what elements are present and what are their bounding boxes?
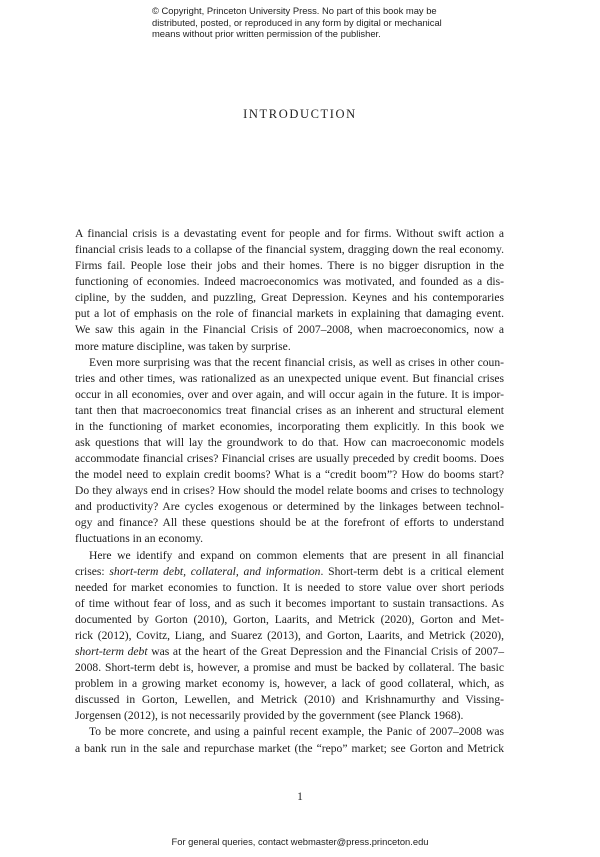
text-line: a bank run in the sale and repurchase market (the “repo” market; see Gorton and Metrick: [75, 741, 504, 755]
text-line: financial crisis leads to a collapse of the financial system, dragging down the real economy.: [75, 243, 504, 257]
text-line: Firms fail. People lose their jobs and their homes. There is no bigger disruption in the: [75, 259, 504, 273]
text-line: fluctuations in an economy.: [75, 532, 204, 546]
text-line: cipline, by the sudden, and puzzling, Great Depression. Keynes and his contemporaries: [75, 291, 504, 305]
copyright-line: © Copyright, Princeton University Press. No part of this book may be: [152, 5, 437, 16]
text-line: Even more surprising was that the recent financial crisis, as well as crises in other coun-: [89, 355, 504, 369]
text-line: We saw this again in the Financial Crisis of 2007–2008, when macroeconomics, now a: [75, 323, 504, 337]
body-text: [75, 226, 504, 757]
text-line: needed for market economies to function. It is needed to store value over short periods: [75, 580, 504, 594]
text-line: tant then that macroeconomics treat financial crises as an inherent and structural element: [75, 403, 504, 417]
text-line: ogy and finance? All these questions should be at the forefront of efforts to understand: [75, 516, 504, 530]
text-line: Do they always end in crises? How should the model relate booms and crises to technology: [75, 484, 504, 498]
copyright-line: means without prior written permission of the publisher.: [152, 28, 381, 40]
text-line: of time without fear of loss, and as such it becomes important to sustain transactions. As: [75, 596, 504, 610]
chapter-title: INTRODUCTION: [243, 107, 357, 121]
text-line: put a lot of emphasis on the role of financial markets in explaining that damaging event.: [75, 307, 504, 321]
text-line: documented by Gorton (2010), Gorton, Laarits, and Metrick (2020), Gorton and Met-: [75, 612, 504, 626]
paragraph-4: [75, 724, 504, 756]
text-line: Here we identify and expand on common elements that are present in all financial: [89, 548, 504, 562]
text-line: 2008. Short-term debt is, however, a promise and must be backed by collateral. The basic: [75, 661, 504, 675]
text-line: in the functioning of market economies, incorporating them explicitly. In this book we: [75, 419, 504, 433]
text-line: rick (2012), Covitz, Liang, and Suarez (2013), and Gorton, Laarits, and Metrick (2020),: [75, 628, 504, 642]
text-line: tries and other times, was rationalized as an unexpected unique event. But financial crises: [75, 371, 504, 385]
paragraph-1: [75, 226, 504, 355]
text-line: occur in all economies, over and over again, and will occur again in the future. It is impor-: [75, 387, 504, 401]
text-line: and productivity? Are cycles exogenous or determined by the linkages between technol-: [75, 500, 504, 514]
text-line: the model need to explain credit booms? What is a “credit boom”? How do booms start?: [75, 468, 504, 482]
text-line: short-term debt was at the heart of the Great Depression and the Financial Crisis of 2007–: [75, 645, 504, 659]
text-line: accommodate financial crises? Financial crises are usually preceded by credit booms. Does: [75, 452, 504, 466]
text-line: crises: short-term debt, collateral, and information. Short-term debt is a critical element: [75, 564, 504, 578]
copyright-notice: [152, 5, 472, 40]
copyright-line: distributed, posted, or reproduced in any form by digital or mechanical: [152, 16, 442, 28]
text-line: Jorgensen (2012), is not necessarily provided by the government (see Planck 1968).: [75, 709, 464, 723]
paragraph-3: [75, 548, 504, 725]
text-line: more mature discipline, was taken by surprise.: [75, 339, 291, 353]
text-line: ask questions that will lay the groundwork to do that. How can macroeconomic models: [75, 436, 504, 450]
page-number: 1: [297, 791, 303, 803]
text-line: A financial crisis is a devastating event for people and for firms. Without swift action a: [75, 227, 504, 240]
text-line: problem in a growing market economy is, however, a lack of good collateral, which, as: [75, 677, 504, 691]
text-line: discussed in Gorton, Lewellen, and Metrick (2010) and Krishnamurthy and Vissing-: [75, 693, 504, 707]
text-line: functioning of economies. Indeed macroeconomics was motivated, and founded as a dis-: [75, 275, 504, 289]
footer-contact: For general queries, contact webmaster@press.princeton.edu: [171, 836, 429, 847]
paragraph-2: [75, 355, 504, 548]
text-line: To be more concrete, and using a painful recent example, the Panic of 2007–2008 was: [89, 725, 504, 739]
